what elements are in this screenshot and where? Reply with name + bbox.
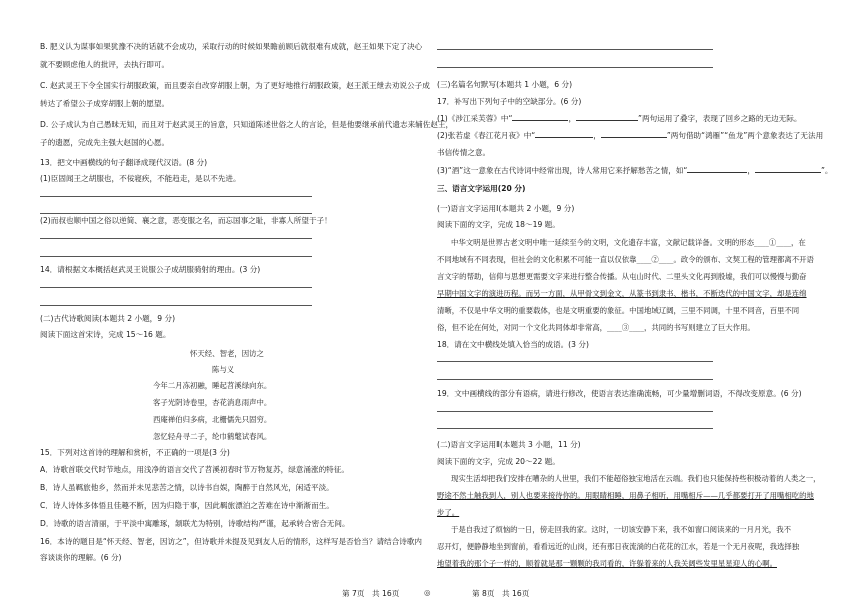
poem-line: 西庵禅伯归多病，北栅儒先只固穷。	[153, 415, 272, 424]
passage-2-line: 野途不然土触我到人，别人也要来接待你的。用眼睛相睡，用鼻子相听，用嘴相斥——几乎都要打开了用嘴相吃的地	[437, 491, 814, 500]
passage-1-line: 不同地域有不同表现，但社会的文化积累不可能一直以仅依靠____②____。政令的颁布、文契工程的管理都离不开语	[437, 255, 814, 264]
answer-line[interactable]	[437, 379, 713, 380]
answer-line[interactable]	[40, 213, 312, 214]
section-2-intro: 阅读下面这首宋诗，完成 15～16 题。	[40, 330, 171, 339]
poem-line: 忽忆轻舟寻二子，纶巾鹤氅试春风。	[153, 432, 272, 441]
sub-2-intro: 阅读下面的文字，完成 20～22 题。	[437, 457, 560, 466]
poem-author: 陈与义	[212, 365, 235, 374]
sub-1-heading: (一)语言文字运用Ⅰ(本题共 2 小题，9 分)	[437, 204, 575, 213]
poem-title: 怀天经、智老，因访之	[190, 349, 264, 358]
answer-line[interactable]	[40, 238, 312, 239]
option-c-line-1: C. 赵武灵王下令全国实行胡服政策，而且要亲自改穿胡服上朝，为了更好地推行胡服政策，赵王派王绁去劝说公子成	[40, 81, 430, 90]
passage-1-line: 俗，但不论在何处，对同一个文化共同体却非常高，____③____，共同的书写则建立了巨大作用。	[437, 323, 755, 332]
question-15-option-d: D．诗歌的语言清丽，于平淡中寓雕琢，颔联尤为特别，诗歌结构严谨，起承转合密合无间。	[40, 519, 350, 528]
option-d-line-1: D. 公子成认为自己愚昧无知，而且对于赵武灵王的旨意，只知道陈述世俗之人的言论，但是他要继承前代遗志来辅佐赵王，	[40, 120, 454, 129]
question-16-line-1: 16．本诗的题目是“怀天经、智老，因访之”，但诗歌并未提及见到友人后的情形，这样写是否恰当？请结合诗歌内	[40, 537, 423, 546]
answer-line[interactable]	[40, 196, 312, 197]
passage-2-line: 步了。	[437, 508, 460, 517]
part-3-heading: 三、语言文字运用(20 分)	[437, 184, 526, 193]
section-2-heading: (二)古代诗歌阅读(本题共 2 小题，9 分)	[40, 314, 176, 323]
question-16-line-2: 容谈谈你的理解。(6 分)	[40, 553, 122, 562]
page-number-right: 第 8页 共 16页	[472, 589, 530, 598]
option-b-line-2: 就不要顾虑他人的批评，去执行即可。	[40, 60, 170, 69]
question-15-option-a: A．诗歌首联交代时节地点，用浅净的语言交代了苕溪初春时节万物复苏，绿意涌涨的特征。	[40, 465, 349, 474]
answer-line[interactable]	[437, 428, 713, 429]
question-17-3: (3)“酒”这一意象在古代诗词中经常出现，诗人常用它来抒解愁苦之情，如“ ， ”。	[437, 166, 833, 175]
option-b-line-1: B. 肥义认为谋事如果犹豫不决的话就不会成功，采取行动的时候如果瞻前顾后就很难有成就，赵王如果下定了决心	[40, 42, 423, 51]
answer-line[interactable]	[40, 256, 312, 257]
poem-line: 客子光阴诗卷里，杏花消息雨声中。	[153, 398, 272, 407]
passage-1-line: 中华文明是世界古老文明中唯一延续至今的文明，文化遗存丰富，文献记载详备。文明的形态____①____，在	[451, 238, 806, 247]
page-number-left: 第 7页 共 16页	[342, 589, 400, 598]
question-15-option-c: C．诗人诗体多体悟且佳趣不断，因为归隐于事，因此羁旅漂泊之苦难在诗中渐渐而生。	[40, 501, 334, 510]
question-18: 18．请在文中横线处填入恰当的成语。(3 分)	[437, 340, 589, 349]
question-17-1: (1)《涉江采芙蓉》中“ ， ”两句运用了叠字，表现了回乡之路的无边无际。	[437, 114, 802, 123]
passage-2-line: 于是自我过了烦恼的一日，傍走回我的家。这时，一切该安静下来，我不如窗口阅读来的一月月光，我不	[451, 525, 791, 534]
question-17-2-cont: 书信传情之意。	[437, 148, 491, 157]
passage-1-line: 清晰，不仅是中华文明的重要载体，也是文明重要的象征。中国地域辽阔，三里不同调，十里不同音，百里不同	[437, 306, 800, 315]
answer-line[interactable]	[40, 287, 312, 288]
question-13-1: (1)臣固闻王之胡服也，不佞寝疾，不能趋走，是以不先进。	[40, 174, 241, 183]
question-17: 17．补写出下列句子中的空缺部分。(6 分)	[437, 97, 582, 106]
question-15: 15．下列对这首诗的理解和赏析，不正确的一项是(3 分)	[40, 448, 230, 457]
option-c-line-2: 转达了希望公子成穿胡服上朝的愿望。	[40, 99, 170, 108]
answer-line[interactable]	[437, 49, 713, 50]
answer-line[interactable]	[437, 67, 713, 68]
question-13-2: (2)而叔也顺中国之俗以逆简、襄之意，恶变服之名，而忘国事之耻，非寡人所望于子！	[40, 216, 332, 225]
passage-1-line: 言文字的帮助，信仰与思想更需要文字来进行整合传播。从屯山时代、二里头文化再到殷墟，我们可以慢慢与勤奋	[437, 272, 807, 281]
section-3-heading: (三)名篇名句默写(本题共 1 小题，6 分)	[437, 80, 573, 89]
poem-line: 今年二月冻初融，睡起苕溪绿向东。	[153, 381, 272, 390]
question-19: 19．文中画横线的部分有语病，请进行修改，使语言表达准确流畅，可少量增删词语，不得改变原意。(6 分)	[437, 389, 802, 398]
passage-2-line: 现实生活却把我们安排在嘈杂的人世里，我们不能超俗独宝地活在云端。我们也只能保持些积极动着的人类之一，	[451, 474, 821, 483]
question-17-2: (2)张若虚《春江花月夜》中“ ， ”两句借助“鸿雁”“鱼龙”两个意象表达了无法用	[437, 131, 824, 140]
answer-line[interactable]	[437, 411, 713, 412]
passage-2-line: 地望着我的那个子一样的，顺着就是那一颗颗的我司看的，许躲着来的人我关阔些发里星星迎人的心啊。	[437, 559, 777, 568]
answer-line[interactable]	[40, 305, 312, 306]
question-13: 13．把文中画横线的句子翻译成现代汉语。(8 分)	[40, 158, 208, 167]
sub-1-intro: 阅读下面的文字，完成 18～19 题。	[437, 220, 560, 229]
binding-ring-icon: ◎	[424, 588, 431, 597]
answer-line[interactable]	[437, 361, 713, 362]
passage-2-line: 忍开灯，便静静地坐到窗前，看看远近的山岗，还有那日夜流淌的白花花的江水，若是一个无月夜呢，我选择独	[437, 542, 800, 551]
sub-2-heading: (二)语言文字运用Ⅱ(本题共 3 小题，11 分)	[437, 440, 581, 449]
option-d-line-2: 子的遗愿，完成先主强大赵国的心愿。	[40, 138, 170, 147]
question-14: 14．请根据文本概括赵武灵王说服公子成胡服骑射的理由。(3 分)	[40, 265, 261, 274]
question-15-option-b: B．诗人虽羁旅他乡，然而并未见悲苦之情，以诗书自娱，陶醉于自然风光，闲适平淡。	[40, 483, 334, 492]
passage-1-line: 早期中国文字的演进历程。而另一方面，从甲骨文到金文，从篆书到隶书、楷书，不断迭代的中国文字，却是连绵	[437, 289, 807, 298]
